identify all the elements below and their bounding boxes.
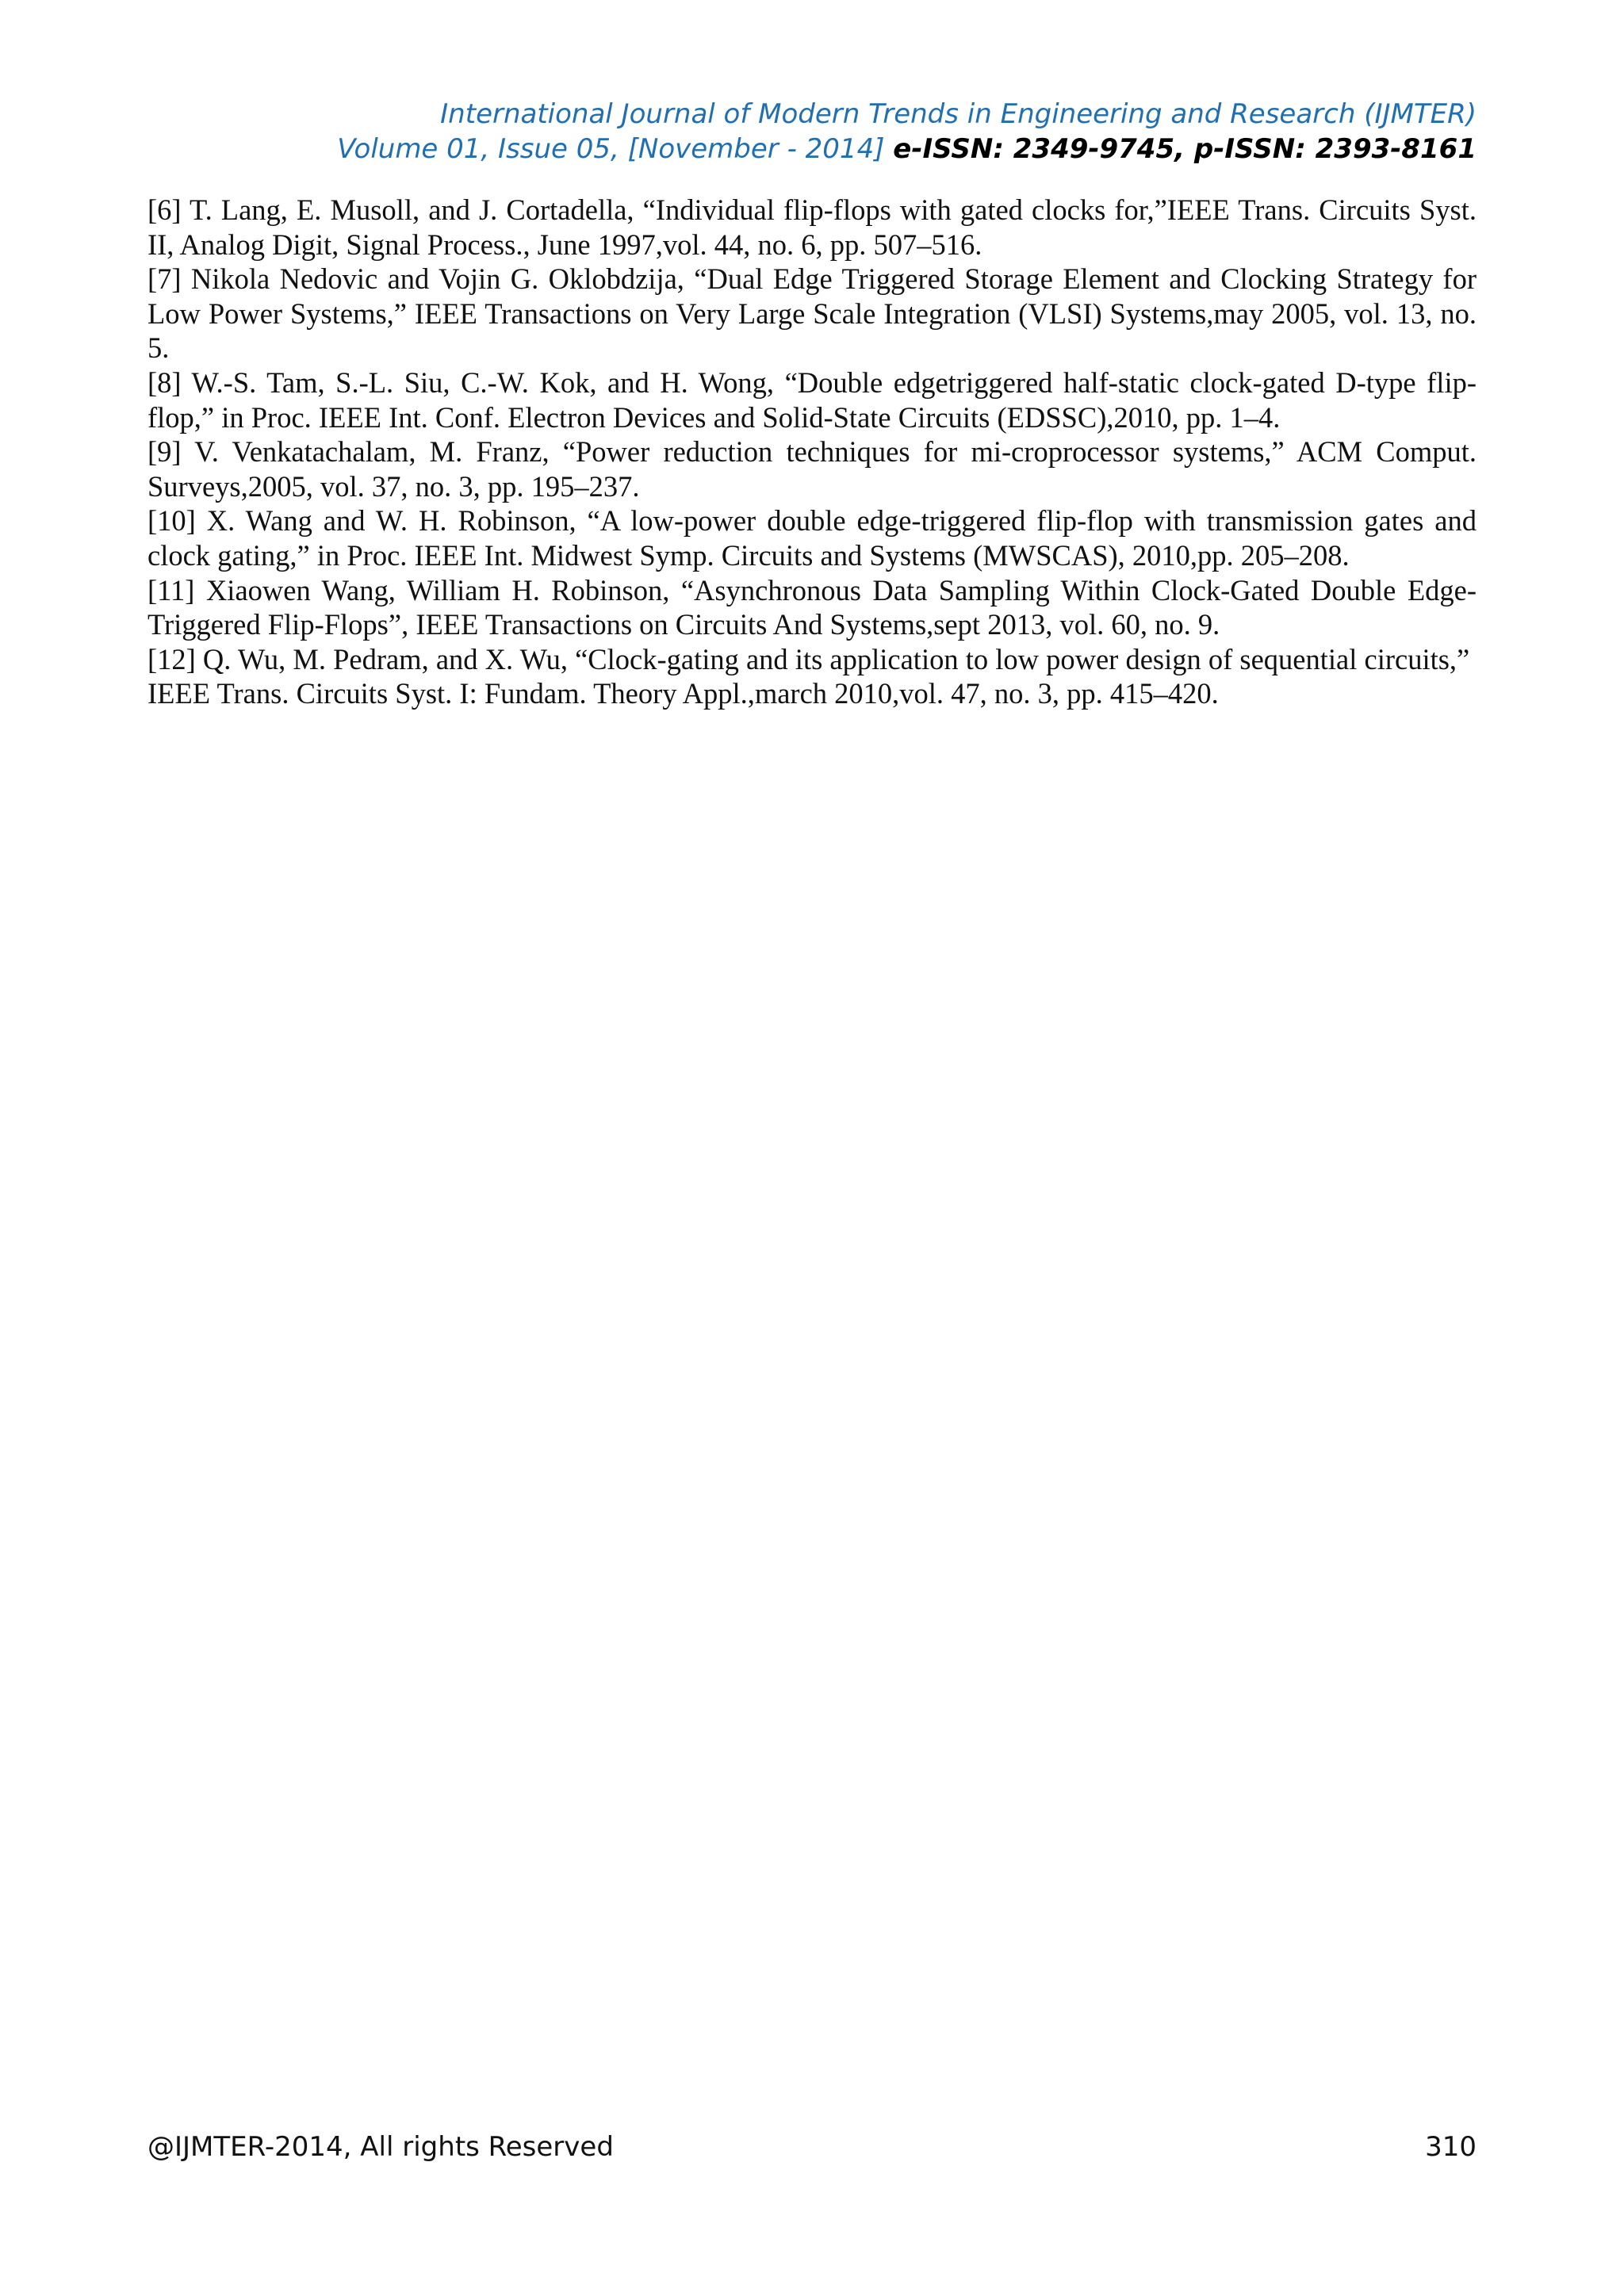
copyright-notice: @IJMTER-2014, All rights Reserved xyxy=(147,2131,614,2163)
reference-11: [11] Xiaowen Wang, William H. Robinson, “Asynchronous Data Sampling Within Clock-Gated Double Edge-Triggered Flip-Flops”, IEEE Transactions on Circuits And Systems,sept 2013, vol. 60, no. 9. xyxy=(147,573,1477,641)
reference-12: [12] Q. Wu, M. Pedram, and X. Wu, “Clock-gating and its application to low power design of sequential circuits,” IEEE Trans. Circuits Syst. I: Fundam. Theory Appl.,march 2010,vol. 47, no. 3, pp. 415–420. xyxy=(147,642,1470,710)
journal-volume-line xyxy=(337,132,1477,166)
journal-issn: e-ISSN: 2349-9745, p-ISSN: 2393-8161 xyxy=(893,133,1477,165)
reference-list xyxy=(147,193,1477,711)
reference-6: [6] T. Lang, E. Musoll, and J. Cortadella, “Individual flip-flops with gated clocks for,”IEEE Trans. Circuits Syst. II, Analog Digit, Signal Process., June 1997,vol. 44, no. 6, pp. 507–516. xyxy=(147,193,1477,261)
reference-10: [10] X. Wang and W. H. Robinson, “A low-power double edge-triggered flip-flop with transmission gates and clock gating,” in Proc. IEEE Int. Midwest Symp. Circuits and Systems (MWSCAS), 2010,pp. 205–208. xyxy=(147,504,1477,572)
journal-title: International Journal of Modern Trends in Engineering and Research (IJMTER) xyxy=(440,98,1477,130)
page-footer xyxy=(147,2130,1477,2164)
page-number: 310 xyxy=(1425,2131,1477,2163)
reference-8: [8] W.-S. Tam, S.-L. Siu, C.-W. Kok, and H. Wong, “Double edgetriggered half-static clock-gated D-type flip-flop,” in Proc. IEEE Int. Conf. Electron Devices and Solid-State Circuits (EDSSC),2010, pp. 1–4. xyxy=(147,365,1477,434)
journal-header xyxy=(337,97,1477,166)
journal-volume: Volume 01, Issue 05, [November - 2014] xyxy=(337,133,885,165)
reference-7: [7] Nikola Nedovic and Vojin G. Oklobdzija, “Dual Edge Triggered Storage Element and Clocking Strategy for Low Power Systems,” IEEE Transactions on Very Large Scale Integration (VLSI) Systems,may 2005, vol. 13, no. 5. xyxy=(147,262,1477,365)
reference-9: [9] V. Venkatachalam, M. Franz, “Power reduction techniques for mi-croprocessor systems,” ACM Comput. Surveys,2005, vol. 37, no. 3, pp. 195–237. xyxy=(147,435,1477,503)
